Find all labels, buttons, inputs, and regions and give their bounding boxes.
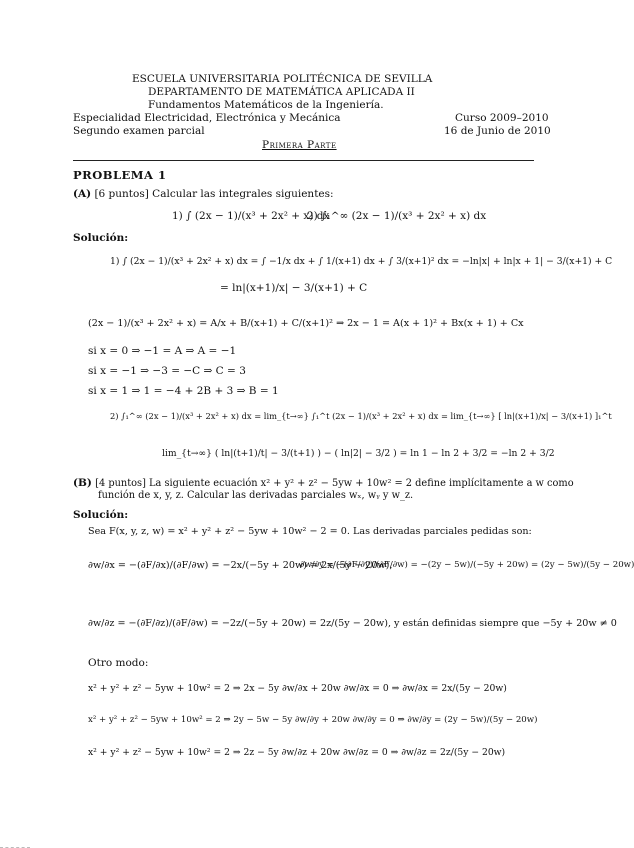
alternative-method-heading: Otro modo:	[88, 657, 149, 669]
exam-name: Segundo examen parcial	[73, 125, 205, 137]
exam-date: 16 de Junio de 2010	[444, 125, 551, 137]
implicit-function: Sea F(x, y, z, w) = x² + y² + z² − 5yw + 10w² − 2 = 0. Las derivadas parciales pedidas son:	[88, 526, 532, 537]
part-a-text: [6 puntos] Calcular las integrales siguientes:	[94, 188, 334, 200]
solution-1-line-1: 1) ∫ (2x − 1)/(x³ + 2x² + x) dx = ∫ −1/x dx + ∫ 1/(x+1) dx + ∫ 3/(x+1)² dx = −ln|x| + ln|x + 1| − 3/(x+1) + C	[110, 256, 613, 267]
school-name: ESCUELA UNIVERSITARIA POLITÉCNICA DE SEVILLA	[132, 73, 433, 85]
header-divider	[73, 160, 534, 161]
part-b-text-1: [4 puntos] La siguiente ecuación x² + y² + z² − 5yw + 10w² = 2 define implícitamente a w como	[95, 478, 574, 489]
integral-2: 2) ∫₁^∞ (2x − 1)/(x³ + 2x² + x) dx	[307, 210, 487, 222]
problem-title: PROBLEMA 1	[73, 168, 167, 182]
solution-heading-a: Solución:	[73, 232, 129, 244]
case-x-1: si x = 1 ⇒ 1 = −4 + 2B + 3 ⇒ B = 1	[88, 385, 279, 397]
course-title: Fundamentos Matemáticos de la Ingeniería.	[148, 99, 384, 111]
derivative-w-y: ∂w/∂y = −(∂F/∂y)/(∂F/∂w) = −(2y − 5w)/(−5y + 20w) = (2y − 5w)/(5y − 20w)	[300, 560, 634, 570]
part-title: Primera Parte	[262, 139, 337, 151]
solution-2-line-1: 2) ∫₁^∞ (2x − 1)/(x³ + 2x² + x) dx = lim_{t→∞} ∫₁^t (2x − 1)/(x³ + 2x² + x) dx = lim_{t→∞} [ ln|(x+1)/x| − 3/(x+1) ]₁^t	[110, 411, 612, 421]
part-b-label: (B)	[73, 477, 92, 489]
integral-1: 1) ∫ (2x − 1)/(x³ + 2x² + x) dx	[172, 210, 330, 222]
page-corner-mark	[0, 843, 30, 848]
solution-heading-b: Solución:	[73, 509, 129, 521]
part-a-label: (A)	[73, 188, 92, 200]
part-a	[73, 188, 334, 201]
academic-year: Curso 2009–2010	[455, 112, 549, 124]
specialty: Especialidad Electricidad, Electrónica y Mecánica	[73, 112, 341, 124]
alternative-w-y: x² + y² + z² − 5yw + 10w² = 2 ⇒ 2y − 5w − 5y ∂w/∂y + 20w ∂w/∂y = 0 ⇒ ∂w/∂y = (2y − 5w)/(5y − 20w)	[88, 715, 538, 725]
alternative-w-x: x² + y² + z² − 5yw + 10w² = 2 ⇒ 2x − 5y ∂w/∂x + 20w ∂w/∂x = 0 ⇒ ∂w/∂x = 2x/(5y − 20w)	[88, 683, 507, 694]
derivative-w-x: ∂w/∂x = −(∂F/∂x)/(∂F/∂w) = −2x/(−5y + 20w) = 2x/(5y − 20w),	[88, 560, 393, 571]
part-b	[73, 477, 574, 490]
alternative-w-z: x² + y² + z² − 5yw + 10w² = 2 ⇒ 2z − 5y ∂w/∂z + 20w ∂w/∂z = 0 ⇒ ∂w/∂z = 2z/(5y − 20w)	[88, 747, 506, 758]
department-name: DEPARTAMENTO DE MATEMÁTICA APLICADA II	[148, 86, 415, 98]
solution-2-line-2: lim_{t→∞} ( ln|(t+1)/t| − 3/(t+1) ) − ( ln|2| − 3/2 ) = ln 1 − ln 2 + 3/2 = −ln 2 + 3/2	[162, 448, 555, 459]
solution-1-line-2: = ln|(x+1)/x| − 3/(x+1) + C	[220, 282, 368, 294]
part-b-text-2: función de x, y, z. Calcular las derivadas parciales wₓ, wᵧ y w_z.	[98, 490, 414, 501]
case-x-0: si x = 0 ⇒ −1 = A ⇒ A = −1	[88, 345, 237, 357]
partial-fractions: (2x − 1)/(x³ + 2x² + x) = A/x + B/(x+1) + C/(x+1)² ⇒ 2x − 1 = A(x + 1)² + Bx(x + 1) + Cx	[88, 318, 524, 329]
derivative-w-z: ∂w/∂z = −(∂F/∂z)/(∂F/∂w) = −2z/(−5y + 20w) = 2z/(5y − 20w), y están definidas siempre que −5y + 20w ≠ 0	[88, 618, 617, 629]
case-x-minus-1: si x = −1 ⇒ −3 = −C ⇒ C = 3	[88, 365, 246, 377]
